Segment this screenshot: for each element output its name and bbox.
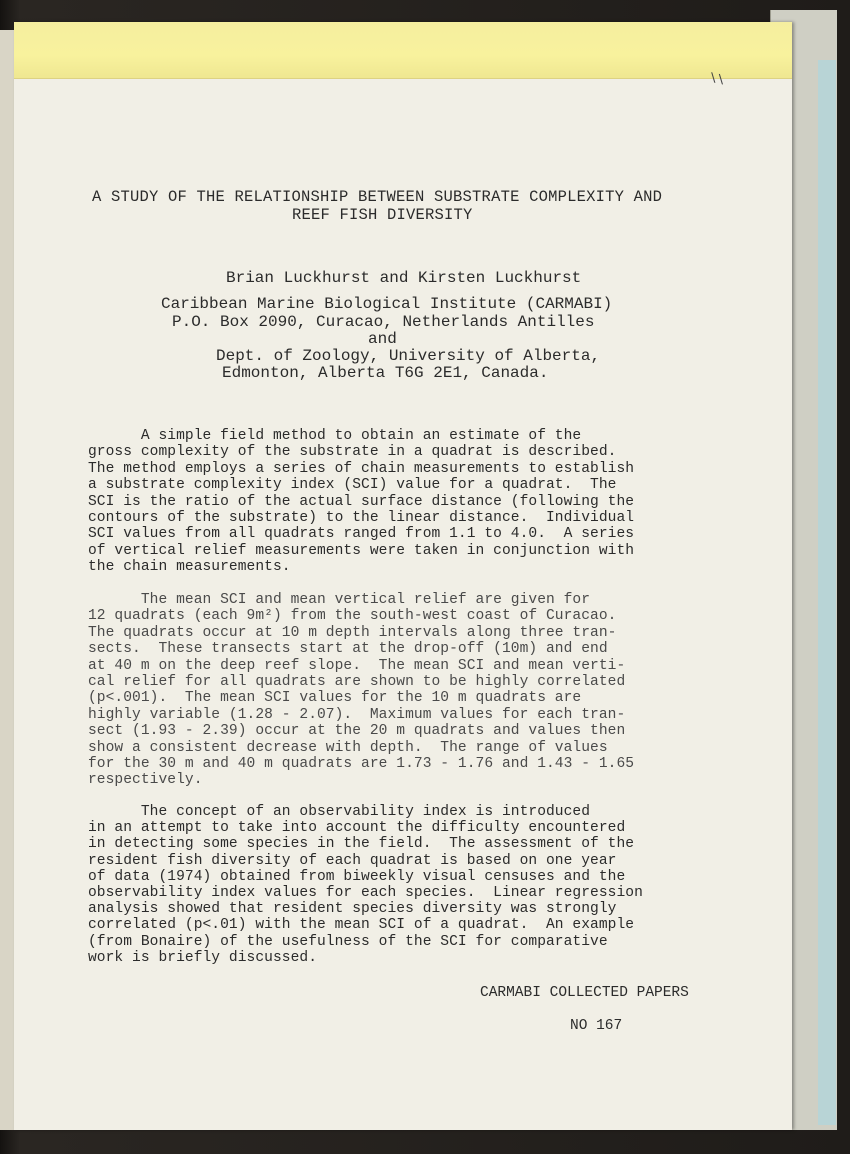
title-line-1: A STUDY OF THE RELATIONSHIP BETWEEN SUBSTRATE COMPLEXITY AND bbox=[92, 188, 663, 206]
p2-line: cal relief for all quadrats are shown to be highly correlated bbox=[88, 674, 626, 690]
p2-line: The quadrats occur at 10 m depth intervals along three tran- bbox=[88, 624, 617, 641]
folder-edge bbox=[818, 60, 836, 1125]
affiliation-2: Dept. of Zoology, University of Alberta, bbox=[216, 347, 601, 365]
affiliation-and: and bbox=[368, 330, 397, 348]
affiliation-1-address: P.O. Box 2090, Curacao, Netherlands Antilles bbox=[172, 313, 595, 331]
p3-line: The concept of an observability index is introduced bbox=[88, 804, 591, 820]
p3-line: analysis showed that resident species diversity was strongly bbox=[88, 901, 617, 918]
p1-line: SCI is the ratio of the actual surface distance (following the bbox=[88, 493, 635, 510]
p1-line: the chain measurements. bbox=[88, 559, 291, 576]
title-line-2: REEF FISH DIVERSITY bbox=[292, 206, 473, 224]
p3-line: resident fish diversity of each quadrat is based on one year bbox=[88, 852, 617, 869]
p3-line: observability index values for each species. Linear regression bbox=[88, 885, 643, 901]
margin-pencil-mark: \\ bbox=[707, 70, 726, 89]
affiliation-1: Caribbean Marine Biological Institute (CARMABI) bbox=[161, 295, 613, 313]
p2-line: (p<.001). The mean SCI values for the 10 m quadrats are bbox=[88, 690, 582, 707]
authors: Brian Luckhurst and Kirsten Luckhurst bbox=[226, 269, 582, 287]
series-label: CARMABI COLLECTED PAPERS bbox=[480, 985, 689, 1001]
p1-line: contours of the substrate) to the linear distance. Individual bbox=[88, 510, 635, 526]
affiliation-2-address: Edmonton, Alberta T6G 2E1, Canada. bbox=[222, 364, 549, 382]
p1-line: gross complexity of the substrate in a quadrat is described. bbox=[88, 444, 617, 461]
p3-line: in an attempt to take into account the difficulty encountered bbox=[88, 820, 626, 837]
p2-line: at 40 m on the deep reef slope. The mean SCI and mean verti- bbox=[88, 657, 626, 674]
yellow-tape-strip bbox=[14, 22, 792, 79]
p3-line: in detecting some species in the field. The assessment of the bbox=[88, 836, 635, 853]
p1-line: a substrate complexity index (SCI) value for a quadrat. The bbox=[88, 477, 617, 494]
p3-line: (from Bonaire) of the usefulness of the SCI for comparative bbox=[88, 933, 608, 950]
p1-line: SCI values from all quadrats ranged from 1.1 to 4.0. A series bbox=[88, 526, 635, 543]
paper-number: NO 167 bbox=[570, 1018, 623, 1034]
p2-line: for the 30 m and 40 m quadrats are 1.73 - 1.76 and 1.43 - 1.65 bbox=[88, 756, 635, 772]
p2-line: respectively. bbox=[88, 772, 203, 789]
document-page bbox=[14, 22, 792, 1130]
p3-line: work is briefly discussed. bbox=[88, 949, 317, 966]
p2-line: sect (1.93 - 2.39) occur at the 20 m quadrats and values then bbox=[88, 723, 626, 740]
p3-line: correlated (p<.01) with the mean SCI of a quadrat. An example bbox=[88, 917, 635, 934]
p2-line: highly variable (1.28 - 2.07). Maximum values for each tran- bbox=[88, 706, 626, 723]
p1-line: The method employs a series of chain measurements to establish bbox=[88, 460, 635, 477]
p2-line: sects. These transects start at the drop-off (10m) and end bbox=[88, 641, 608, 658]
p2-line: The mean SCI and mean vertical relief are given for bbox=[88, 592, 591, 608]
p1-line: A simple field method to obtain an estimate of the bbox=[88, 428, 582, 444]
p1-line: of vertical relief measurements were taken in conjunction with bbox=[88, 542, 635, 559]
p2-line: 12 quadrats (each 9m²) from the south-west coast of Curacao. bbox=[88, 608, 617, 625]
p3-line: of data (1974) obtained from biweekly visual censuses and the bbox=[88, 868, 626, 885]
p2-line: show a consistent decrease with depth. The range of values bbox=[88, 739, 608, 756]
